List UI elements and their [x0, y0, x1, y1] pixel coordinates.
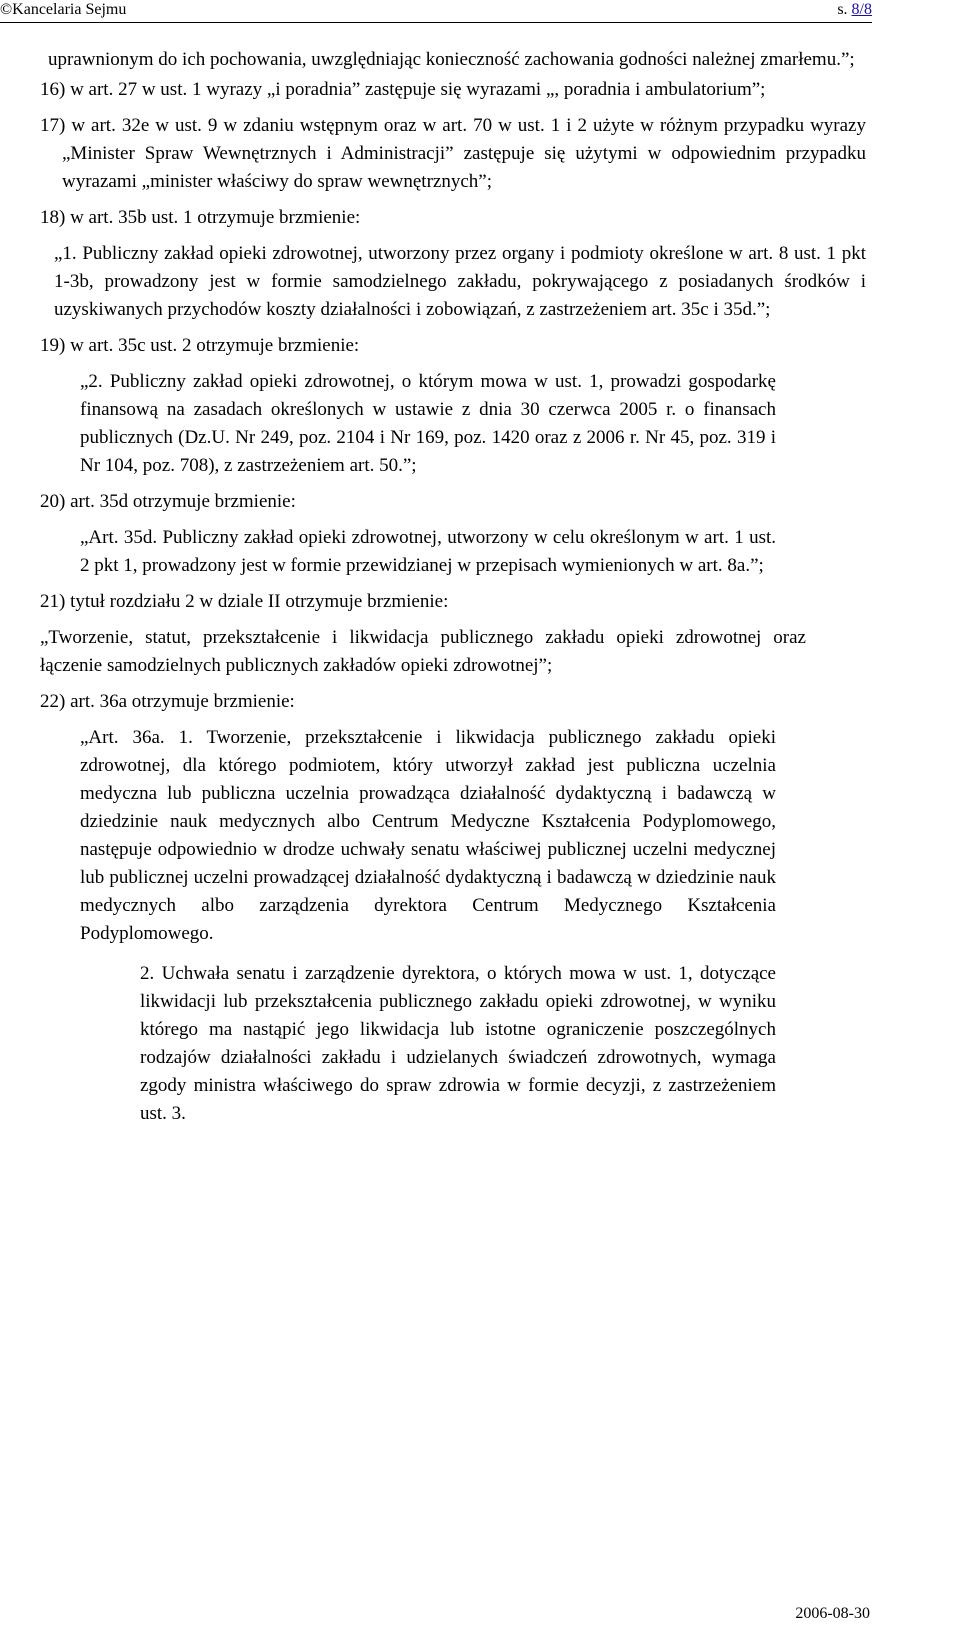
item-22: 22) art. 36a otrzymuje brzmienie: — [40, 691, 295, 712]
page-header — [0, 0, 872, 23]
quote-35b: „1. Publiczny zakład opieki zdrowotnej, utworzony przez organy i podmioty określone w art. 8 ust. 1 pkt 1-3b, prowadzony jest w formie samodzielnego zakładu, pokrywającego z posiadanych środków i uzyskiwanych przychodów koszty działalności i zobowiązań, z zastrzeżeniem art. 35c i 35d.”; — [54, 243, 866, 320]
publisher-label: ©Kancelaria Sejmu — [0, 1, 127, 18]
page-link[interactable]: 8/8 — [851, 1, 872, 18]
quote-36a-2: 2. Uchwała senatu i zarządzenie dyrektora, o których mowa w ust. 1, dotyczące likwidacji lub przekształcenia publicznego zakładu opieki zdrowotnej, w wyniku którego ma nastąpić jego likwidacja lub istotne ograniczenie poszczególnych rodzajów działalności zakładu i udzielanych świadczeń zdrowotnych, wymaga zgody ministra właściwego do spraw zdrowia w formie decyzji, z zastrzeżeniem ust. 3. — [140, 963, 776, 1124]
paragraph-15-cont: uprawnionym do ich pochowania, uwzględniając konieczność zachowania godności należnej zmarłemu.”; — [48, 49, 855, 70]
item-17: 17) w art. 32e w ust. 9 w zdaniu wstępnym oraz w art. 70 w ust. 1 i 2 użyte w różnym przypadku wyrazy „Minister Spraw Wewnętrznych i Administracji” zastępuje się użytymi w odpowiednim przypadku wyrazami „minister właściwy do spraw wewnętrznych”; — [40, 115, 866, 192]
quote-35c: „2. Publiczny zakład opieki zdrowotnej, o którym mowa w ust. 1, prowadzi gospodarkę finansową na zasadach określonych w ustawie z dnia 30 czerwca 2005 r. o finansach publicznych (Dz.U. Nr 249, poz. 2104 i Nr 169, poz. 1420 oraz z 2006 r. Nr 45, poz. 319 i Nr 104, poz. 708), z zastrzeżeniem art. 50.”; — [80, 371, 776, 476]
quote-chapter-title: „Tworzenie, statut, przekształcenie i likwidacja publicznego zakładu opieki zdrowotnej oraz łączenie samodzielnych publicznych zakładów opieki zdrowotnej”; — [40, 627, 806, 676]
item-19: 19) w art. 35c ust. 2 otrzymuje brzmienie: — [40, 335, 360, 356]
item-21: 21) tytuł rozdziału 2 w dziale II otrzymuje brzmienie: — [40, 591, 449, 612]
item-16: 16) w art. 27 w ust. 1 wyrazy „i poradnia” zastępuje się wyrazami „, poradnia i ambulatorium”; — [40, 79, 766, 100]
page-number — [837, 0, 872, 20]
footer-date: 2006-08-30 — [795, 1605, 870, 1622]
quote-36a-1: „Art. 36a. 1. Tworzenie, przekształcenie i likwidacja publicznego zakładu opieki zdrowotnej, dla którego podmiotem, który utworzył zakład jest publiczna uczelnia medyczna lub publiczna uczelnia prowadząca działalność dydaktyczną i badawczą w dziedzinie nauk medycznych albo Centrum Medyczne Kształcenia Podyplomowego, następuje odpowiednio w drodze uchwały senatu właściwej publicznej uczelni medycznej lub publicznej uczelni prowadzącej działalność dydaktyczną i badawczą w dziedzinie nauk medycznych albo zarządzenia dyrektora Centrum Medycznego Kształcenia Podyplomowego. — [80, 727, 776, 944]
quote-35d: „Art. 35d. Publiczny zakład opieki zdrowotnej, utworzony w celu określonym w art. 1 ust. 2 pkt 1, prowadzony jest w formie przewidzianej w przepisach wymienionych w art. 8a.”; — [80, 527, 776, 576]
document-body — [40, 46, 866, 1128]
item-18: 18) w art. 35b ust. 1 otrzymuje brzmienie: — [40, 207, 361, 228]
item-20: 20) art. 35d otrzymuje brzmienie: — [40, 491, 296, 512]
page-prefix: s. — [837, 1, 852, 18]
